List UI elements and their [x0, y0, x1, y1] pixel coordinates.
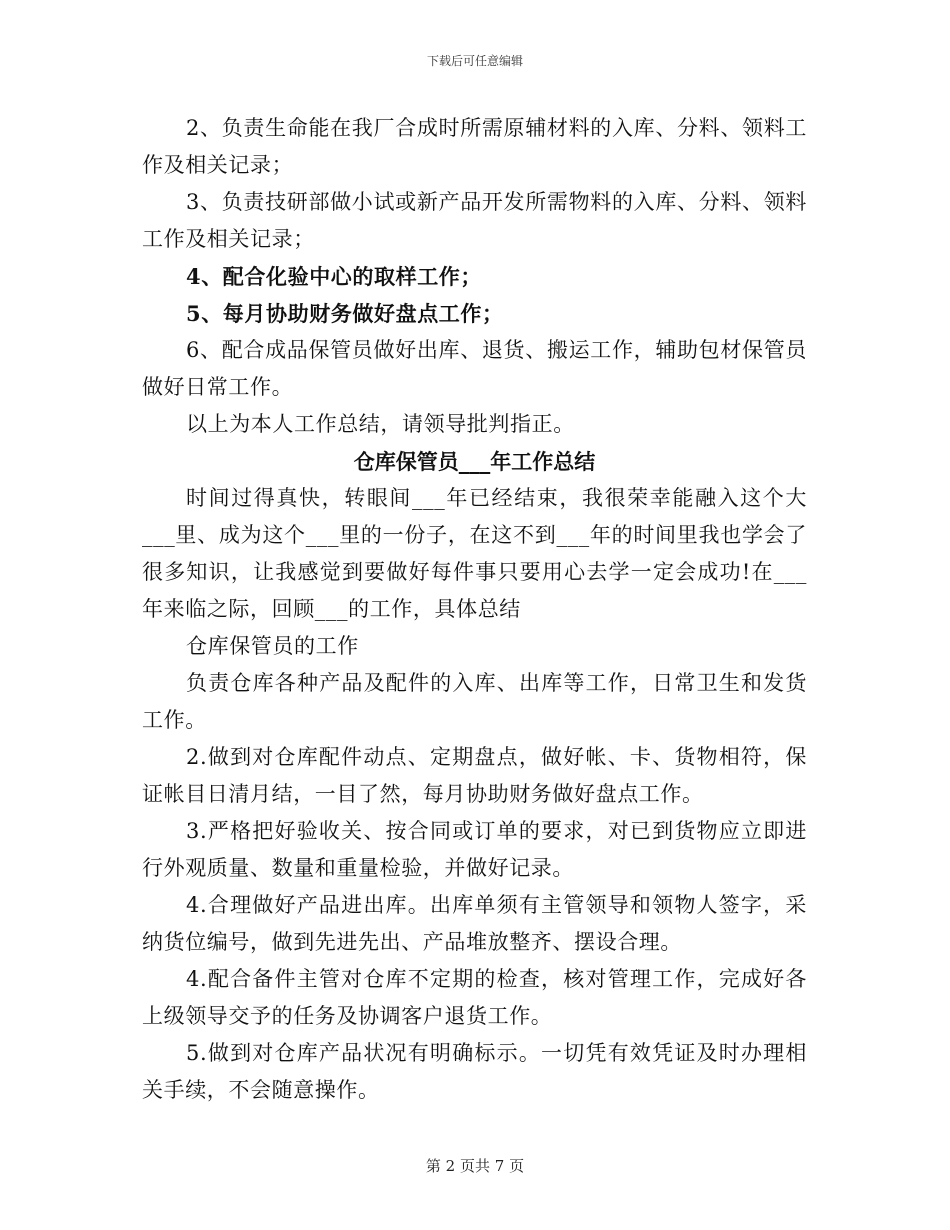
paragraph-duty-4b: 4.配合备件主管对仓库不定期的检查，核对管理工作，完成好各上级领导交予的任务及协调客户退货工作。: [142, 967, 807, 1028]
paragraph-item-4: 4、配合化验中心的取样工作；: [186, 264, 483, 289]
paragraph-subheading: 仓库保管员的工作: [186, 634, 359, 658]
paragraph-duty-3: 3.严格把好验收关、按合同或订单的要求，对已到货物应立即进行外观质量、数量和重量检验，并做好记录。: [142, 819, 807, 880]
paragraph-closing: 以上为本人工作总结，请领导批判指正。: [186, 412, 575, 436]
paragraph-duty-5: 5.做到对仓库产品状况有明确标示。一切凭有效凭证及时办理相关手续，不会随意操作。: [142, 1041, 807, 1102]
paragraph-item-2: 2、负责生命能在我厂合成时所需原辅材料的入库、分料、领料工作及相关记录；: [142, 116, 807, 177]
paragraph-item-3: 3、负责技研部做小试或新产品开发所需物料的入库、分料、领料工作及相关记录；: [142, 190, 807, 251]
paragraph-item-5: 5、每月协助财务做好盘点工作；: [186, 301, 504, 326]
paragraph-duty-2: 2.做到对仓库配件动点、定期盘点，做好帐、卡、货物相符，保证帐目日清月结，一目了然，每月协助财务做好盘点工作。: [142, 745, 807, 806]
document-body: [142, 110, 807, 1109]
paragraph-intro: 时间过得真快，转眼间___年已经结束，我很荣幸能融入这个大___里、成为这个___里的一份子，在这不到___年的时间里我也学会了很多知识，让我感觉到要做好每件事只要用心去学一定会成功!在___年来临之际，回顾___的工作，具体总结: [142, 486, 807, 621]
page-header: 下载后可任意编辑: [426, 54, 523, 68]
page-footer: 第 2 页共 7 页: [425, 1157, 525, 1175]
paragraph-item-6: 6、配合成品保管员做好出库、退货、搬运工作，辅助包材保管员做好日常工作。: [142, 338, 807, 399]
paragraph-duty-1: 负责仓库各种产品及配件的入库、出库等工作，日常卫生和发货工作。: [142, 671, 807, 732]
paragraph-duty-4a: 4.合理做好产品进出库。出库单须有主管领导和领物人签字，采纳货位编号，做到先进先出、产品堆放整齐、摆设合理。: [142, 893, 807, 954]
section-title: 仓库保管员___年工作总结: [353, 449, 596, 474]
